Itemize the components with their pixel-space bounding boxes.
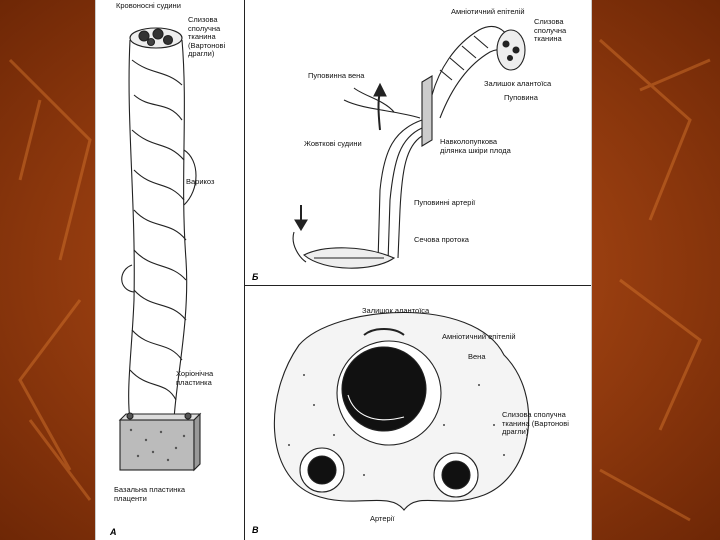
panel-c-letter: В xyxy=(252,525,259,535)
label-amniotic-epithelium-c: Амніотичний епітелій xyxy=(442,332,516,341)
label-basal-plate: Базальна пластинка плаценти xyxy=(114,485,186,503)
panel-b-letter: Б xyxy=(252,272,259,282)
label-varicose: Варикоз xyxy=(186,177,215,186)
label-mucous-tissue: Слизова сполучна тканина (Вартонові драгли) xyxy=(188,15,226,58)
label-yolk-vessels: Жовткові судини xyxy=(304,139,362,148)
label-mucous-tissue-c: Слизова сполучна тканина (Вартонові драгли) xyxy=(502,410,569,436)
label-periumbilical-skin: Навколопупкова ділянка шкіри плода xyxy=(440,137,511,155)
figure-sheet xyxy=(95,0,592,540)
label-blood-vessels: Кровоносні судини xyxy=(116,1,181,10)
label-allantois-remnant-c: Залишок алантоїса xyxy=(362,306,430,315)
label-chorionic-plate: Хоріонічна пластинка xyxy=(176,369,214,387)
label-urinary-duct: Сечова протока xyxy=(414,235,469,244)
panel-a xyxy=(96,0,245,540)
umbilical-cord-drawing xyxy=(96,0,244,540)
panel-c xyxy=(244,285,591,540)
label-umbilical-cord: Пуповина xyxy=(504,93,538,102)
label-umbilical-vein: Пуповинна вена xyxy=(308,71,365,80)
label-arteries: Артерії xyxy=(370,514,395,523)
label-allantois-remnant-b: Залишок алантоїса xyxy=(484,79,552,88)
panel-b xyxy=(244,0,591,286)
label-mucous-tissue-b: Слизова сполучна тканина xyxy=(534,17,567,43)
panel-a-letter: А xyxy=(110,527,117,537)
label-umbilical-arteries: Пуповинні артерії xyxy=(414,198,476,207)
label-vein: Вена xyxy=(468,352,486,361)
label-amniotic-epithelium-b: Амніотичний епітелій xyxy=(451,7,525,16)
